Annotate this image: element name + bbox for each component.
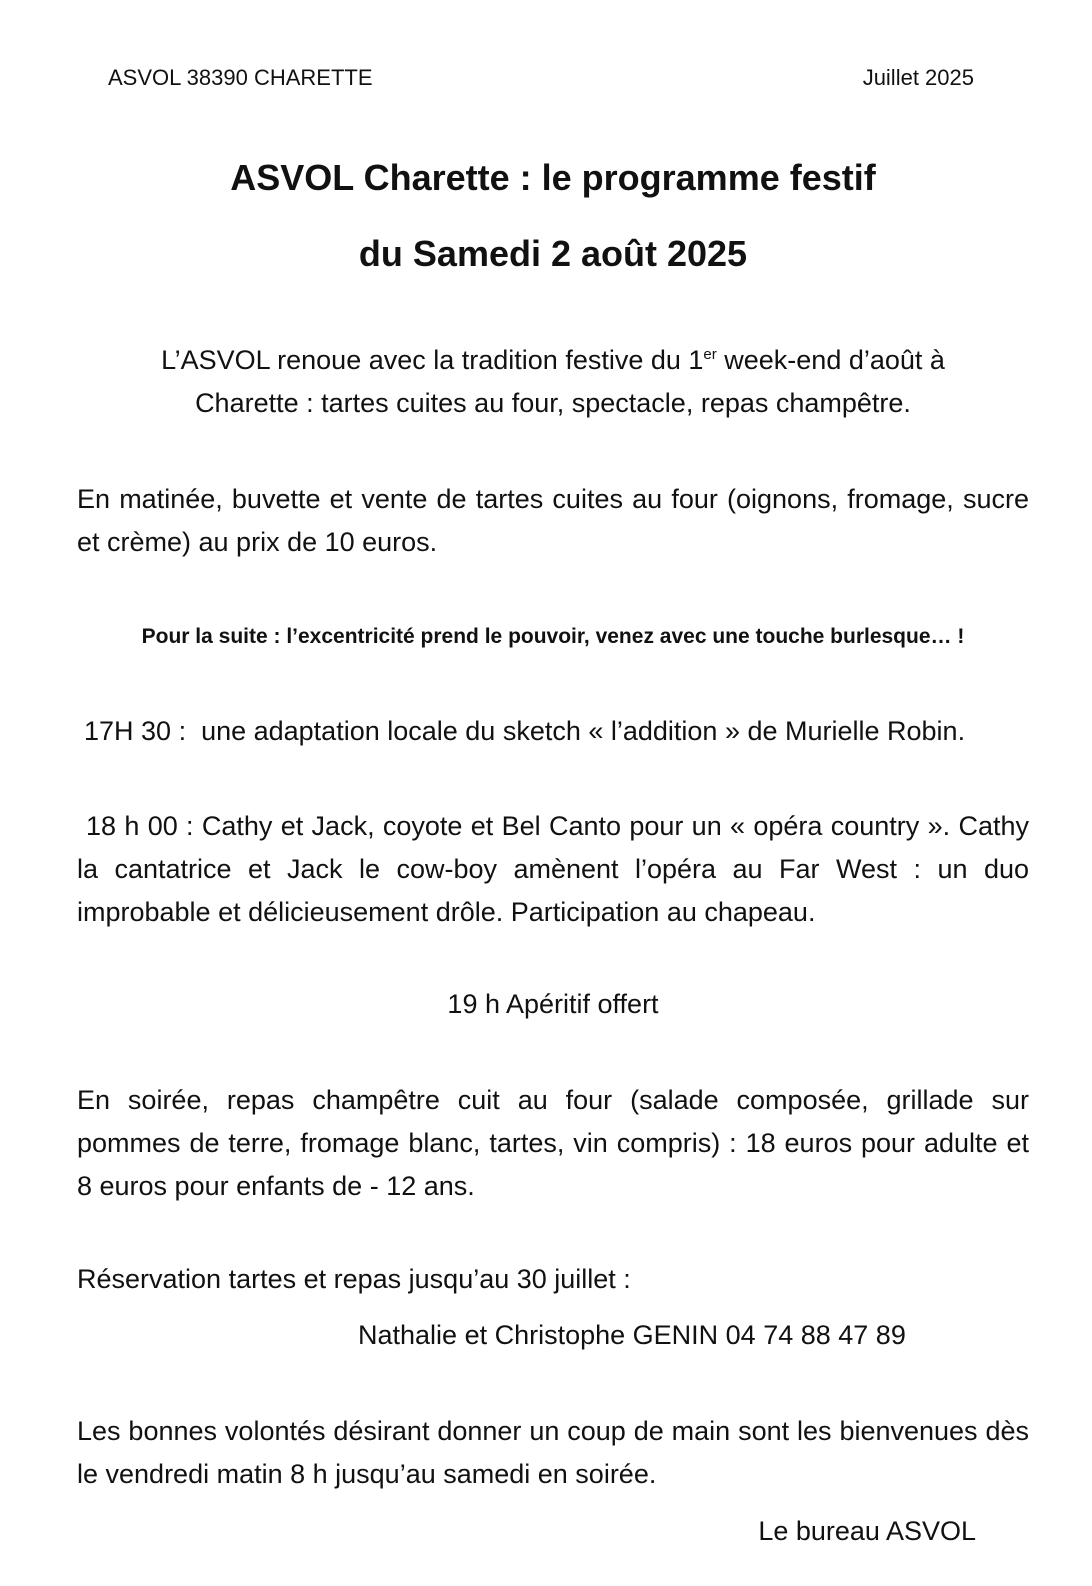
reservation-label: Réservation tartes et repas jusqu’au 30 juillet : (77, 1264, 631, 1294)
intro-line-1 (0, 339, 1092, 382)
burlesque-announcement: Pour la suite : l’excentricité prend le pouvoir, venez avec une touche burlesque… ! (141, 625, 965, 648)
header-organization: ASVOL 38390 CHARETTE (108, 65, 373, 90)
title-line-1: ASVOL Charette : le programme festif (230, 157, 876, 198)
intro-line-2: Charette : tartes cuites au four, spectacle, repas champêtre. (195, 388, 911, 418)
matinee-paragraph: En matinée, buvette et vente de tartes cuites au four (oignons, fromage, sucre et crème) au prix de 10 euros. (77, 484, 1029, 557)
intro-paragraph (0, 339, 1092, 425)
signature: Le bureau ASVOL (758, 1516, 976, 1546)
intro-text-end: week-end d’août à (716, 345, 945, 375)
title-line-2: du Samedi 2 août 2025 (358, 233, 748, 274)
intro-text-start: L’ASVOL renoue avec la tradition festive du 1 (161, 345, 704, 375)
intro-superscript: er (703, 346, 717, 363)
sketch-paragraph: 17H 30 : une adaptation locale du sketch « l’addition » de Murielle Robin. (84, 716, 966, 746)
volunteers-paragraph: Les bonnes volontés désirant donner un coup de main sont les bienvenues dès le vendredi matin 8 h jusqu’au samedi en soirée. (77, 1416, 1029, 1489)
aperitif-line: 19 h Apéritif offert (447, 989, 659, 1019)
header-date: Juillet 2025 (862, 65, 974, 90)
opera-paragraph: 18 h 00 : Cathy et Jack, coyote et Bel Canto pour un « opéra country ». Cathy la cantatrice et Jack le cow-boy amènent l’opéra au Far West : un duo improbable et délicieusement drôle. Participation au chapeau. (77, 811, 1029, 927)
soiree-paragraph: En soirée, repas champêtre cuit au four (salade composée, grillade sur pommes de terre, fromage blanc, tartes, vin compris) : 18 euros pour adulte et 8 euros pour enfants de - 12 ans. (77, 1085, 1029, 1201)
reservation-contact: Nathalie et Christophe GENIN 04 74 88 47 89 (358, 1320, 906, 1350)
